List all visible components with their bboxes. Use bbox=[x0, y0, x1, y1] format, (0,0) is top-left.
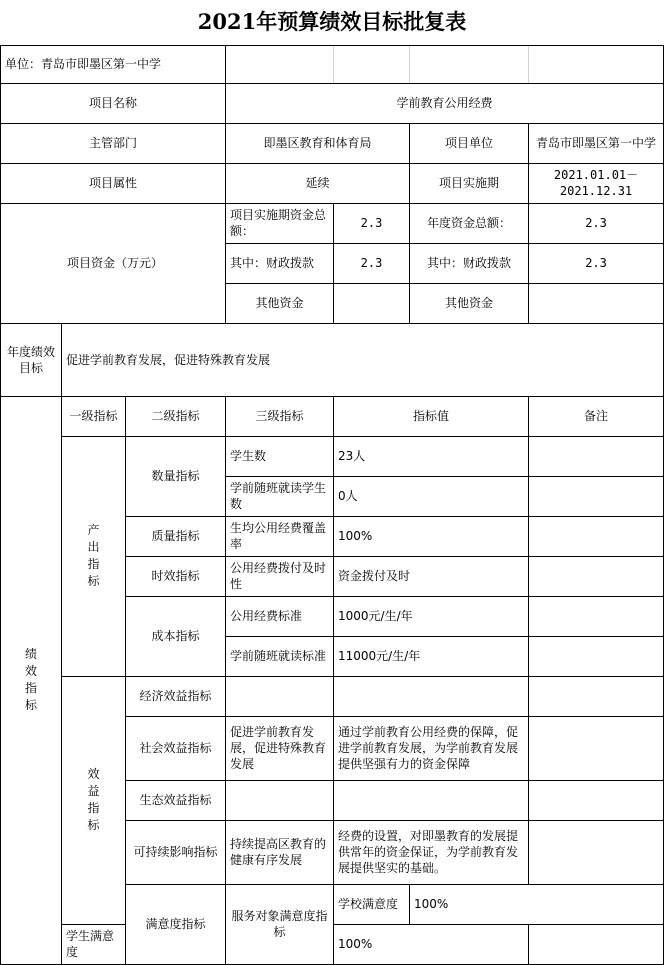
indicator-value: 100% bbox=[334, 516, 529, 556]
econ-benefit-label: 经济效益指标 bbox=[126, 676, 226, 716]
blank-cell bbox=[410, 45, 529, 83]
indicator-value: 23人 bbox=[334, 436, 529, 476]
header-remark: 备注 bbox=[529, 396, 664, 436]
annual-goal-label: 年度绩效目标 bbox=[1, 323, 62, 396]
project-name-value: 学前教育公用经费 bbox=[226, 83, 664, 123]
unit-label: 单位：青岛市即墨区第一中学 bbox=[1, 45, 226, 83]
header-level1: 一级指标 bbox=[62, 396, 126, 436]
remark-cell bbox=[529, 780, 664, 820]
header-level2: 二级指标 bbox=[126, 396, 226, 436]
indicator-value: 通过学前教育公用经费的保障，促进学前教育发展，为学前教育发展提供坚强有力的资金保障 bbox=[334, 716, 529, 780]
other-funds-value bbox=[529, 283, 664, 323]
indicator-value bbox=[334, 780, 529, 820]
annual-goal-value: 促进学前教育发展，促进特殊教育发展 bbox=[62, 323, 664, 396]
funds-label: 项目资金（万元） bbox=[1, 203, 226, 323]
annual-total-label: 年度资金总额： bbox=[410, 203, 529, 243]
indicator-value bbox=[334, 676, 529, 716]
header-value: 指标值 bbox=[334, 396, 529, 436]
service-satisfaction-label: 服务对象满意度指标 bbox=[226, 884, 334, 964]
eco-benefit-label: 生态效益指标 bbox=[126, 780, 226, 820]
project-unit-value: 青岛市即墨区第一中学 bbox=[529, 123, 664, 163]
fiscal-label: 其中：财政拨款 bbox=[226, 243, 334, 283]
page-title: 2021年预算绩效目标批复表 bbox=[1, 0, 664, 45]
indicator-value: 0人 bbox=[334, 476, 529, 516]
quantity-indicator-label: 数量指标 bbox=[126, 436, 226, 516]
fiscal-value: 2.3 bbox=[334, 243, 410, 283]
indicator-name: 学生满意度 bbox=[62, 924, 126, 964]
perf-indicator-label: 绩效指标 bbox=[1, 396, 62, 964]
total-period-label: 项目实施期资金总额： bbox=[226, 203, 334, 243]
remark-cell bbox=[529, 820, 664, 884]
sustain-impact-label: 可持续影响指标 bbox=[126, 820, 226, 884]
blank-cell bbox=[334, 45, 410, 83]
other-funds-label: 其他资金 bbox=[226, 283, 334, 323]
indicator-value: 1000元/生/年 bbox=[334, 596, 529, 636]
annual-total-value: 2.3 bbox=[529, 203, 664, 243]
indicator-value: 100% bbox=[334, 924, 529, 964]
header-level3: 三级指标 bbox=[226, 396, 334, 436]
other-funds-label: 其他资金 bbox=[410, 283, 529, 323]
attr-label: 项目属性 bbox=[1, 163, 226, 203]
remark-cell bbox=[529, 636, 664, 676]
blank-cell bbox=[226, 45, 334, 83]
indicator-value: 经费的设置，对即墨教育的发展提供常年的资金保证，为学前教育发展提供坚实的基础。 bbox=[334, 820, 529, 884]
remark-cell bbox=[529, 924, 664, 964]
project-name-label: 项目名称 bbox=[1, 83, 226, 123]
project-unit-label: 项目单位 bbox=[410, 123, 529, 163]
fiscal-label: 其中：财政拨款 bbox=[410, 243, 529, 283]
indicator-name: 学前随班就读学生数 bbox=[226, 476, 334, 516]
total-period-value: 2.3 bbox=[334, 203, 410, 243]
remark-cell bbox=[529, 596, 664, 636]
indicator-value: 100% bbox=[410, 884, 664, 924]
indicator-value: 11000元/生/年 bbox=[334, 636, 529, 676]
period-label: 项目实施期 bbox=[410, 163, 529, 203]
dept-label: 主管部门 bbox=[1, 123, 226, 163]
cost-indicator-label: 成本指标 bbox=[126, 596, 226, 676]
indicator-name: 公用经费标准 bbox=[226, 596, 334, 636]
social-benefit-label: 社会效益指标 bbox=[126, 716, 226, 780]
satisfaction-indicator-label: 满意度指标 bbox=[126, 884, 226, 964]
remark-cell bbox=[529, 476, 664, 516]
dept-value: 即墨区教育和体育局 bbox=[226, 123, 410, 163]
indicator-name: 促进学前教育发展，促进特殊教育发展 bbox=[226, 716, 334, 780]
remark-cell bbox=[529, 676, 664, 716]
remark-cell bbox=[529, 516, 664, 556]
indicator-name: 学生数 bbox=[226, 436, 334, 476]
remark-cell bbox=[529, 436, 664, 476]
attr-value: 延续 bbox=[226, 163, 410, 203]
indicator-name: 公用经费拨付及时性 bbox=[226, 556, 334, 596]
period-value: 2021.01.01－2021.12.31 bbox=[529, 163, 664, 203]
indicator-name: 生均公用经费覆盖率 bbox=[226, 516, 334, 556]
time-indicator-label: 时效指标 bbox=[126, 556, 226, 596]
indicator-name: 持续提高区教育的健康有序发展 bbox=[226, 820, 334, 884]
indicator-name bbox=[226, 676, 334, 716]
indicator-name: 学前随班就读标准 bbox=[226, 636, 334, 676]
benefit-indicator-label: 效益指标 bbox=[62, 676, 126, 924]
fiscal-value: 2.3 bbox=[529, 243, 664, 283]
indicator-name: 学校满意度 bbox=[334, 884, 410, 924]
output-indicator-label: 产出指标 bbox=[62, 436, 126, 676]
quality-indicator-label: 质量指标 bbox=[126, 516, 226, 556]
remark-cell bbox=[529, 556, 664, 596]
indicator-name bbox=[226, 780, 334, 820]
indicator-value: 资金拨付及时 bbox=[334, 556, 529, 596]
remark-cell bbox=[529, 716, 664, 780]
blank-cell bbox=[529, 45, 664, 83]
other-funds-value bbox=[334, 283, 410, 323]
